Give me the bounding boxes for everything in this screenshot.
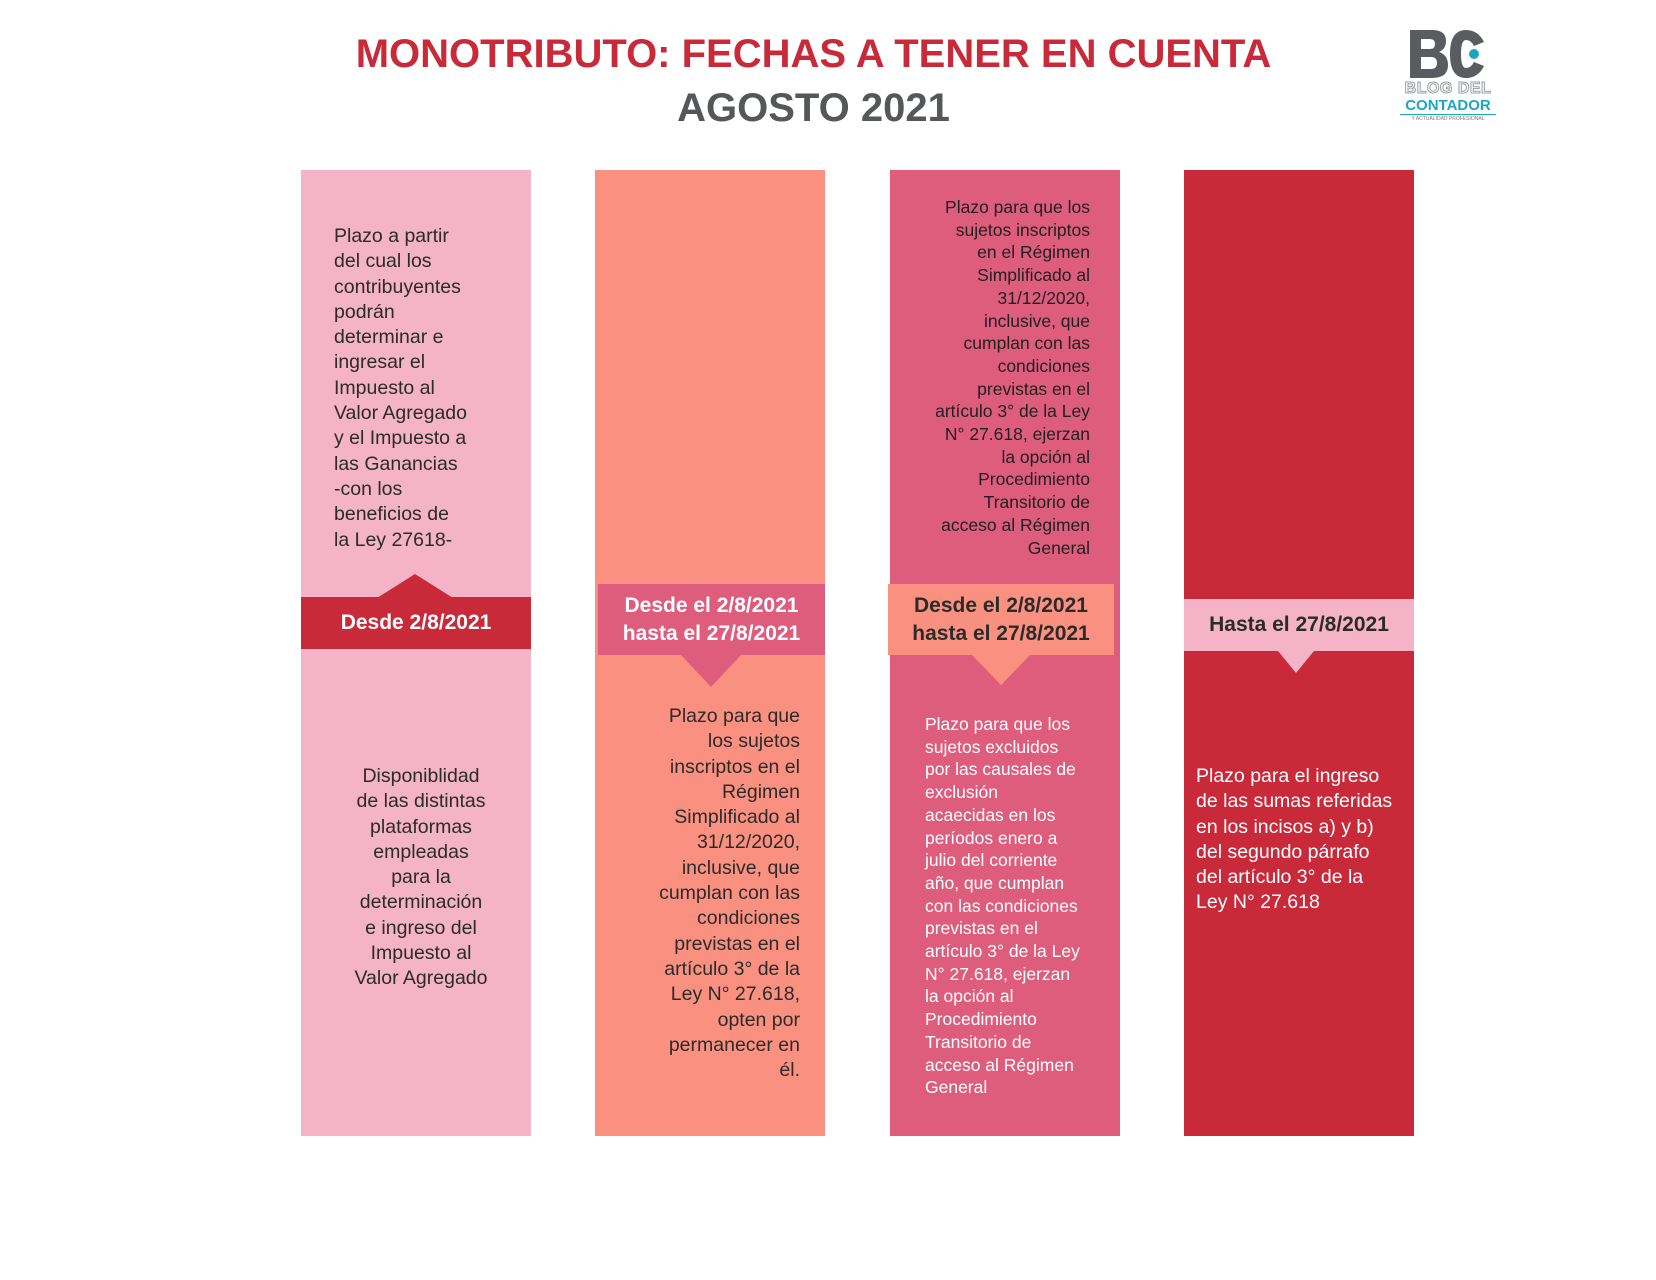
column-1-bottom-text: Disponiblidad de las distintas plataformas empleadas para la determinación e ingreso del Impuesto al Valor Agregado: [354, 765, 488, 990]
bc-logo-icon: [1408, 28, 1488, 80]
column-2-date-label: Desde el 2/8/2021 hasta el 27/8/2021: [598, 584, 825, 655]
page-subtitle: AGOSTO 2021: [677, 86, 950, 130]
column-2: [595, 170, 825, 1136]
blog-del-contador-logo: [1400, 28, 1496, 124]
logo-text-contador: CONTADOR: [1400, 98, 1496, 115]
column-4-arrow-down: [1278, 651, 1314, 673]
column-3-date-label: Desde el 2/8/2021 hasta el 27/8/2021: [888, 584, 1114, 655]
column-3-top-text: Plazo para que los sujetos inscriptos en el Régimen Simplificado al 31/12/2020, inclusive, que cumplan con las condiciones previstas en el artículo 3° de la Ley N° 27.618, ejerzan la opción al Procedimiento Transitorio de acceso al Régimen General: [935, 197, 1090, 558]
column-1-top-text: Plazo a partir del cual los contribuyentes podrán determinar e ingresar el Impuesto al Valor Agregado y el Impuesto a las Ganancias -con los beneficios de la Ley 27618-: [334, 225, 467, 551]
column-4-date-label: Hasta el 27/8/2021: [1184, 599, 1414, 651]
logo-text-blog-del: BLOG DEL: [1404, 80, 1492, 97]
column-3: [890, 170, 1120, 1136]
column-1-date-label: Desde 2/8/2021: [301, 597, 531, 649]
page-title: MONOTRIBUTO: FECHAS A TENER EN CUENTA: [355, 32, 1272, 76]
column-3-bottom-text: Plazo para que los sujetos excluidos por las causales de exclusión acaecidas en los períodos enero a julio del corriente año, que cumplan con las condiciones previstas en el artículo 3° de la Ley N° 27.618, ejerzan la opción al Procedimiento Transitorio de acceso al Régimen General: [925, 714, 1080, 1098]
column-3-arrow-down: [972, 655, 1030, 685]
logo-text-tagline: Y ACTUALIDAD PROFESIONAL: [1411, 116, 1485, 122]
column-1-arrow-up: [377, 574, 453, 598]
column-1: [301, 170, 531, 1136]
column-2-bottom-text: Plazo para que los sujetos inscriptos en el Régimen Simplificado al 31/12/2020, inclusive, que cumplan con las condiciones previstas en el artículo 3° de la Ley N° 27.618, opten por permanecer en él.: [659, 705, 800, 1082]
column-2-arrow-down: [681, 655, 741, 687]
column-4-bottom-text: Plazo para el ingreso de las sumas referidas en los incisos a) y b) del segundo párrafo del artículo 3° de la Ley N° 27.618: [1196, 765, 1393, 914]
column-4: [1184, 170, 1414, 1136]
